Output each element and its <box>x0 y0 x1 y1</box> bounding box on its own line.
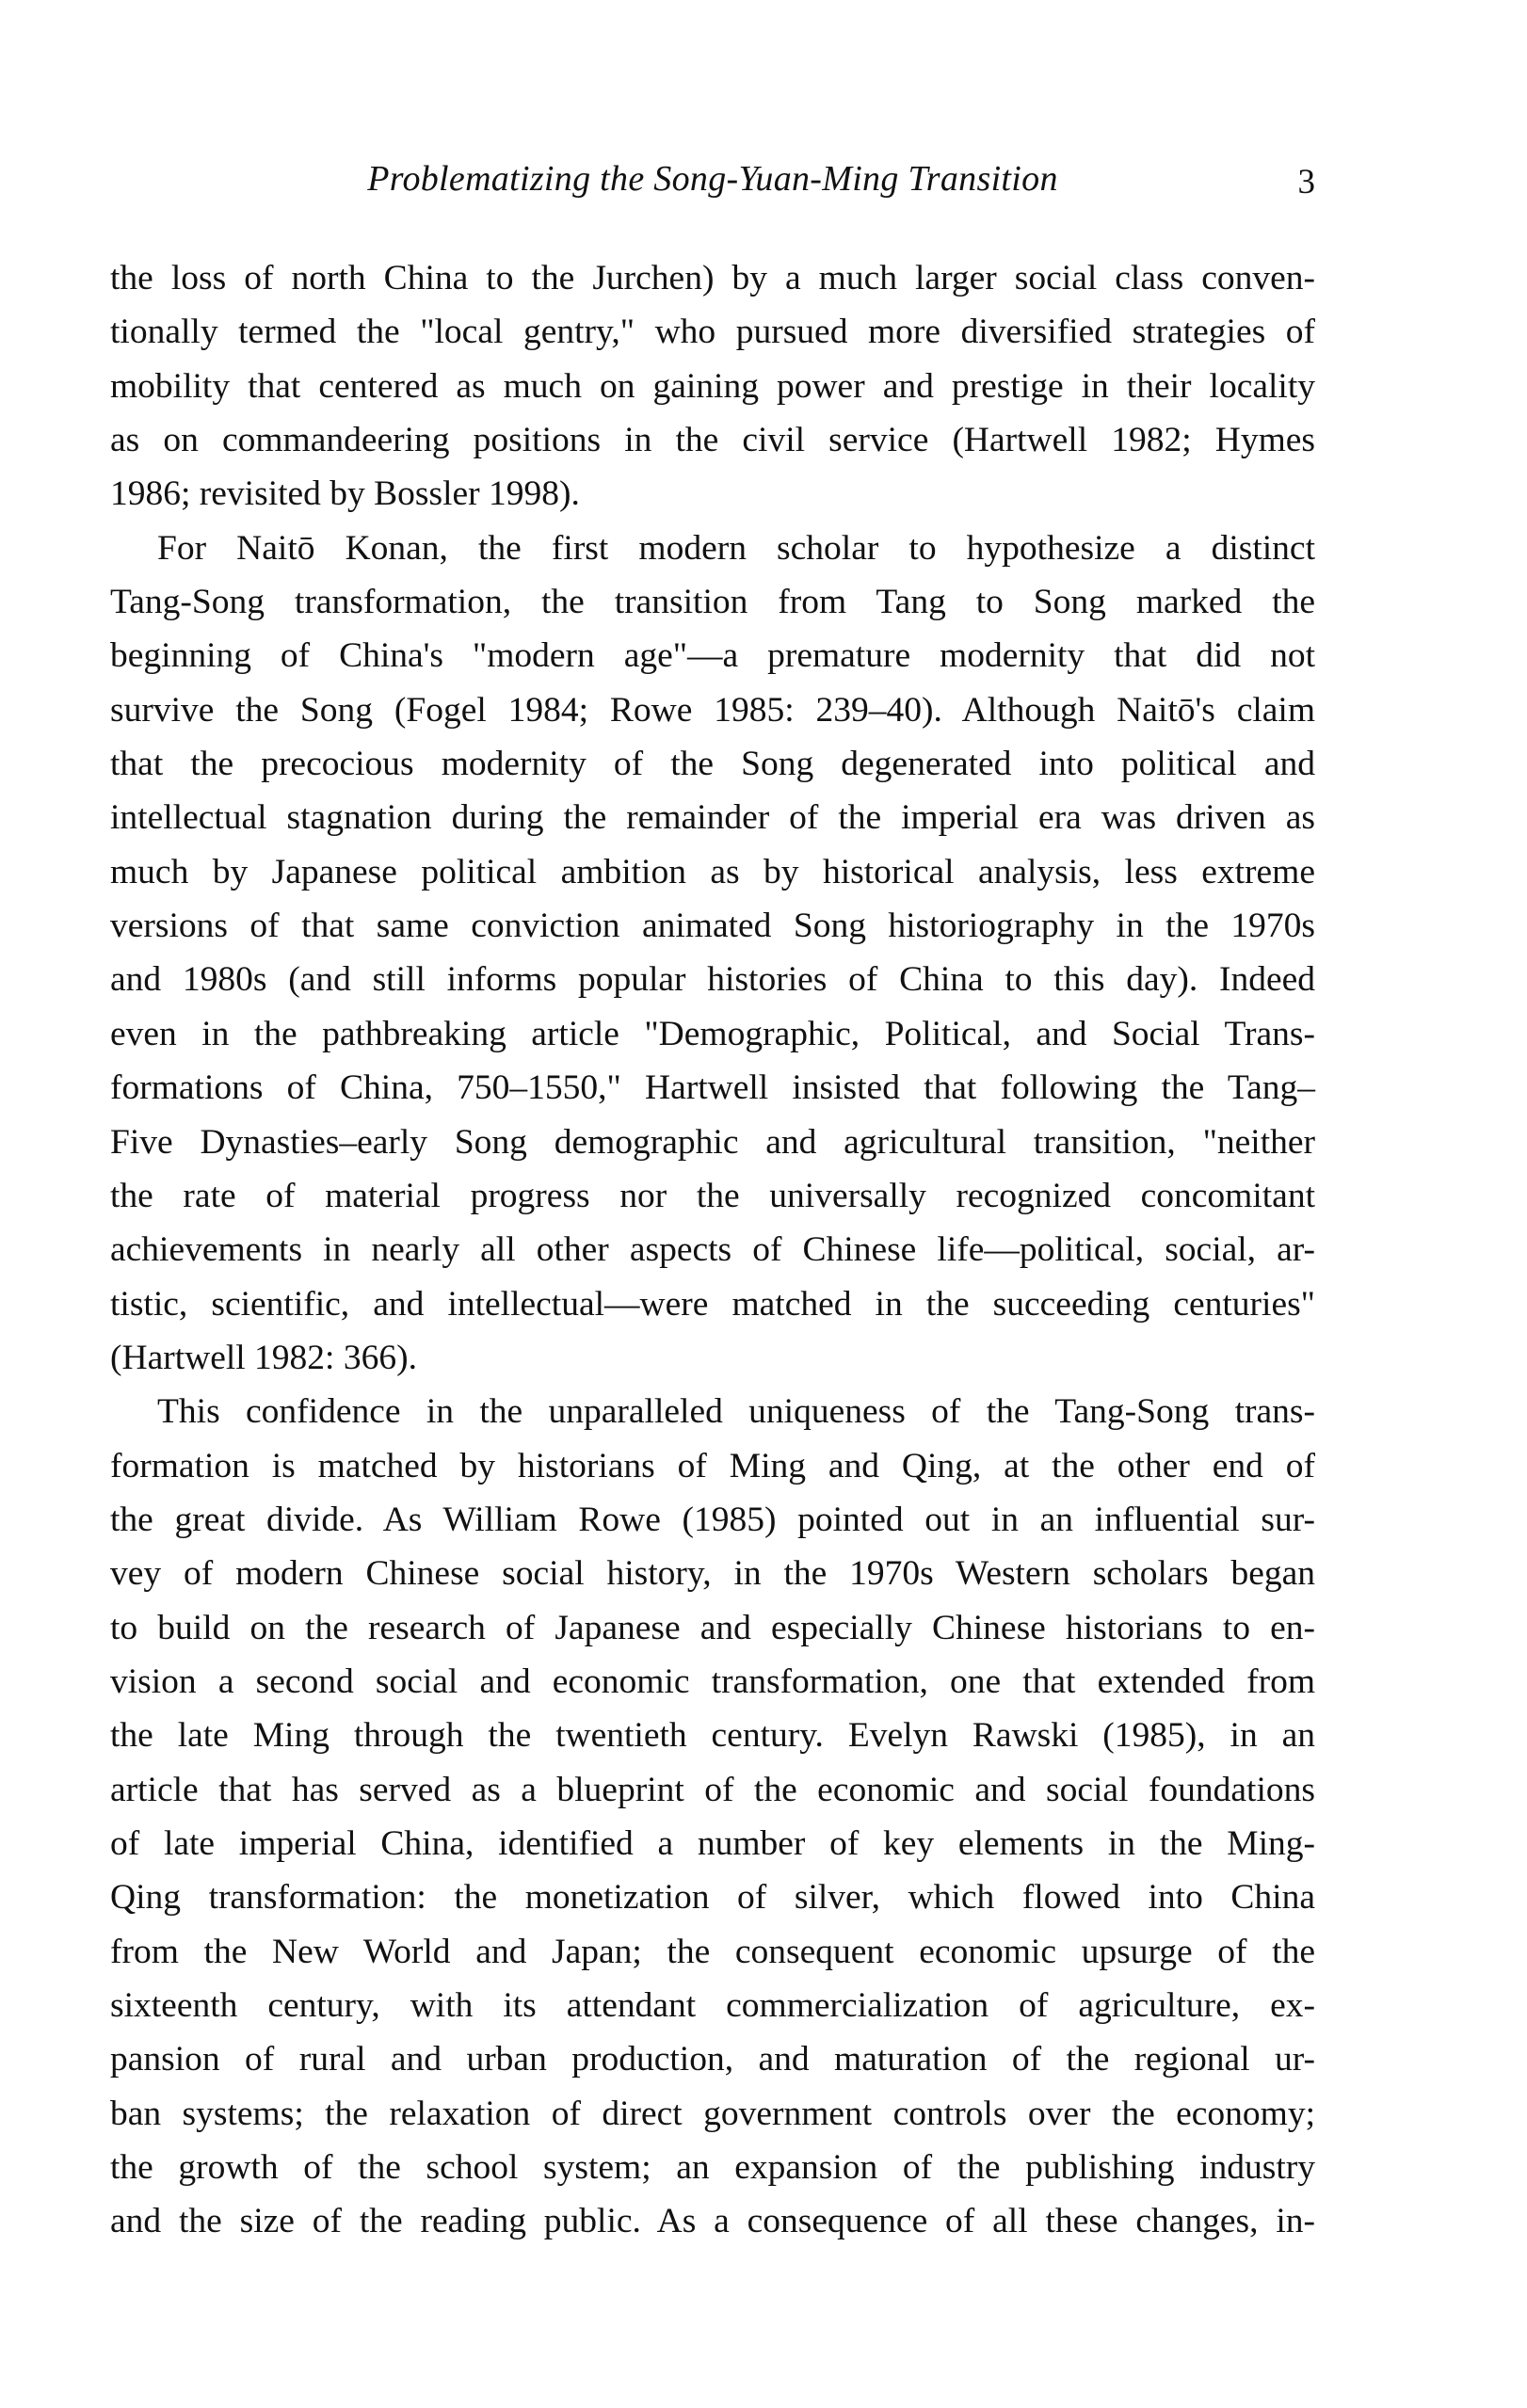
paragraph-2 <box>110 522 1315 1386</box>
text-line: mobility that centered as much on gaining power and prestige in their locality <box>110 366 1315 406</box>
text-line: ban systems; the relaxation of direct government controls over the economy; <box>110 2094 1315 2133</box>
text-line: For Naitō Konan, the first modern scholar to hypothesize a distinct <box>157 528 1315 568</box>
text-line: beginning of China's "modern age"—a premature modernity that did not <box>110 636 1315 676</box>
text-line: 1986; revisited by Bossler 1998). <box>110 474 580 514</box>
text-line: Tang-Song transformation, the transition from Tang to Song marked the <box>110 583 1315 622</box>
text-line: and 1980s (and still informs popular histories of China to this day). Indeed <box>110 960 1315 1000</box>
text-line: Qing transformation: the monetization of silver, which flowed into China <box>110 1878 1315 1918</box>
running-head <box>110 151 1315 207</box>
text-line: Five Dynasties–early Song demographic and agricultural transition, "neither <box>110 1122 1315 1162</box>
text-line: pansion of rural and urban production, and maturation of the regional ur- <box>110 2040 1315 2079</box>
text-line: survive the Song (Fogel 1984; Rowe 1985: 239–40). Although Naitō's claim <box>110 690 1315 730</box>
running-title: Problematizing the Song-Yuan-Ming Transition <box>367 159 1058 199</box>
text-line: vision a second social and economic transformation, one that extended from <box>110 1662 1315 1701</box>
text-line: much by Japanese political ambition as by historical analysis, less extreme <box>110 852 1315 891</box>
text-line: formation is matched by historians of Ming and Qing, at the other end of <box>110 1446 1315 1485</box>
page-number: 3 <box>1297 163 1315 201</box>
text-line: and the size of the reading public. As a consequence of all these changes, in- <box>110 2202 1315 2241</box>
text-line: the growth of the school system; an expansion of the publishing industry <box>110 2148 1315 2188</box>
text-line: that the precocious modernity of the Song degenerated into political and <box>110 745 1315 784</box>
text-line: formations of China, 750–1550," Hartwell insisted that following the Tang– <box>110 1068 1315 1108</box>
text-line: (Hartwell 1982: 366). <box>110 1338 417 1377</box>
text-line: the late Ming through the twentieth century. Evelyn Rawski (1985), in an <box>110 1716 1315 1756</box>
paragraph-3 <box>110 1385 1315 2249</box>
text-line: even in the pathbreaking article "Demographic, Political, and Social Trans- <box>110 1014 1315 1053</box>
text-line: to build on the research of Japanese and especially Chinese historians to en- <box>110 1608 1315 1647</box>
text-line: from the New World and Japan; the consequent economic upsurge of the <box>110 1932 1315 1971</box>
text-line: achievements in nearly all other aspects of Chinese life—political, social, ar- <box>110 1230 1315 1270</box>
text-line: article that has served as a blueprint of the economic and social foundations <box>110 1770 1315 1809</box>
paragraph-1 <box>110 251 1315 522</box>
text-line: intellectual stagnation during the remainder of the imperial era was driven as <box>110 798 1315 838</box>
body-text <box>110 251 1315 2249</box>
text-line: as on commandeering positions in the civil service (Hartwell 1982; Hymes <box>110 421 1315 460</box>
text-line: of late imperial China, identified a number of key elements in the Ming- <box>110 1823 1315 1863</box>
text-line: vey of modern Chinese social history, in the 1970s Western scholars began <box>110 1554 1315 1594</box>
text-line: tistic, scientific, and intellectual—were matched in the succeeding centuries" <box>110 1284 1315 1324</box>
text-line: sixteenth century, with its attendant commercialization of agriculture, ex- <box>110 1986 1315 2025</box>
text-line: the great divide. As William Rowe (1985) pointed out in an influential sur- <box>110 1500 1315 1539</box>
text-line: This confidence in the unparalleled uniqueness of the Tang-Song trans- <box>157 1392 1315 1432</box>
text-line: tionally termed the "local gentry," who pursued more diversified strategies of <box>110 313 1315 352</box>
text-line: the loss of north China to the Jurchen) by a much larger social class conven- <box>110 259 1315 297</box>
text-line: versions of that same conviction animated Song historiography in the 1970s <box>110 907 1315 946</box>
text-line: the rate of material progress nor the universally recognized concomitant <box>110 1176 1315 1215</box>
